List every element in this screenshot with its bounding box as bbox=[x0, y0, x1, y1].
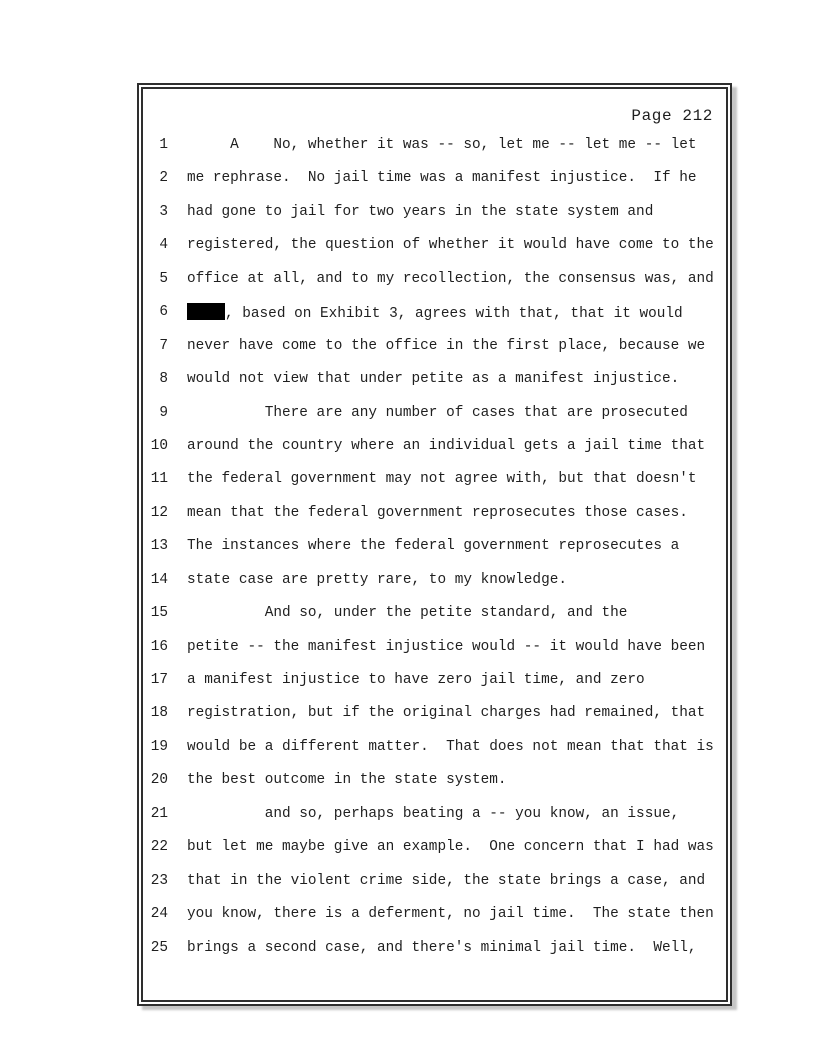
transcript-line bbox=[139, 370, 730, 403]
transcript-line bbox=[139, 203, 730, 236]
line-number: 8 bbox=[159, 371, 168, 388]
line-number: 13 bbox=[150, 538, 168, 555]
line-number: 24 bbox=[150, 906, 168, 923]
transcript-line bbox=[139, 136, 730, 169]
transcript-line bbox=[139, 671, 730, 704]
line-number: 2 bbox=[159, 170, 168, 187]
line-text: A No, whether it was -- so, let me -- let me -- let bbox=[187, 137, 697, 153]
line-number: 20 bbox=[150, 772, 168, 789]
line-number: 4 bbox=[159, 237, 168, 254]
transcript-line bbox=[139, 604, 730, 637]
transcript-line bbox=[139, 337, 730, 370]
line-number: 14 bbox=[150, 571, 168, 588]
line-number: 11 bbox=[150, 471, 168, 488]
transcript-line bbox=[139, 571, 730, 604]
line-text: me rephrase. No jail time was a manifest injustice. If he bbox=[187, 170, 697, 187]
line-text: you know, there is a deferment, no jail time. The state then bbox=[187, 906, 714, 923]
line-number: 19 bbox=[150, 738, 168, 755]
transcript-line bbox=[139, 838, 730, 871]
line-text: registered, the question of whether it would have come to the bbox=[187, 237, 714, 254]
line-number: 1 bbox=[159, 137, 168, 153]
line-text: but let me maybe give an example. One concern that I had was bbox=[187, 839, 714, 856]
line-text: office at all, and to my recollection, the consensus was, and bbox=[187, 270, 714, 287]
line-text: the best outcome in the state system. bbox=[187, 772, 507, 789]
line-number: 25 bbox=[150, 939, 168, 956]
line-number: 21 bbox=[150, 805, 168, 822]
line-text: There are any number of cases that are prosecuted bbox=[187, 404, 688, 421]
line-text: registration, but if the original charges had remained, that bbox=[187, 705, 706, 722]
line-number: 10 bbox=[150, 437, 168, 454]
transcript-lines bbox=[139, 136, 730, 972]
line-text: petite -- the manifest injustice would -- it would have been bbox=[187, 638, 706, 655]
transcript-line bbox=[139, 537, 730, 570]
transcript-line bbox=[139, 738, 730, 771]
transcript-line bbox=[139, 905, 730, 938]
line-text: a manifest injustice to have zero jail time, and zero bbox=[187, 672, 645, 688]
transcript-line bbox=[139, 704, 730, 737]
line-text: And so, under the petite standard, and the bbox=[187, 605, 628, 622]
line-number: 6 bbox=[159, 304, 168, 321]
line-text: and so, perhaps beating a -- you know, an issue, bbox=[187, 805, 680, 822]
transcript-line bbox=[139, 504, 730, 537]
transcript-line bbox=[139, 236, 730, 269]
transcript-line bbox=[139, 805, 730, 838]
line-text: brings a second case, and there's minimal jail time. Well, bbox=[187, 939, 697, 956]
line-number: 5 bbox=[159, 270, 168, 287]
line-text: mean that the federal government reprosecutes those cases. bbox=[187, 504, 688, 521]
line-text: that in the violent crime side, the state brings a case, and bbox=[187, 872, 706, 889]
transcript-line bbox=[139, 638, 730, 671]
line-text: , based on Exhibit 3, agrees with that, that it would bbox=[187, 303, 683, 323]
transcript-line bbox=[139, 270, 730, 303]
line-text: would be a different matter. That does not mean that that is bbox=[187, 738, 714, 755]
transcript-line bbox=[139, 470, 730, 503]
transcript-line bbox=[139, 437, 730, 470]
line-number: 15 bbox=[150, 605, 168, 622]
line-number: 3 bbox=[159, 203, 168, 220]
line-text: the federal government may not agree with, but that doesn't bbox=[187, 471, 697, 488]
line-number: 7 bbox=[159, 337, 168, 354]
line-text: would not view that under petite as a manifest injustice. bbox=[187, 371, 680, 388]
line-text: never have come to the office in the first place, because we bbox=[187, 337, 706, 354]
line-number: 23 bbox=[150, 872, 168, 889]
transcript-line bbox=[139, 169, 730, 202]
line-number: 9 bbox=[159, 404, 168, 421]
page-number-header: Page 212 bbox=[631, 107, 713, 125]
transcript-line bbox=[139, 771, 730, 804]
transcript-line bbox=[139, 404, 730, 437]
transcript-line bbox=[139, 872, 730, 905]
redaction-box bbox=[187, 303, 225, 320]
transcript-line bbox=[139, 939, 730, 972]
line-number: 16 bbox=[150, 638, 168, 655]
transcript-line bbox=[139, 303, 730, 336]
line-number: 18 bbox=[150, 705, 168, 722]
line-text: had gone to jail for two years in the state system and bbox=[187, 203, 654, 220]
line-number: 12 bbox=[150, 504, 168, 521]
page-border-frame bbox=[137, 83, 732, 1006]
line-text: The instances where the federal government reprosecutes a bbox=[187, 538, 680, 555]
line-number: 22 bbox=[150, 839, 168, 856]
line-text: state case are pretty rare, to my knowledge. bbox=[187, 571, 567, 588]
line-number: 17 bbox=[150, 672, 168, 688]
line-text: around the country where an individual gets a jail time that bbox=[187, 437, 706, 454]
